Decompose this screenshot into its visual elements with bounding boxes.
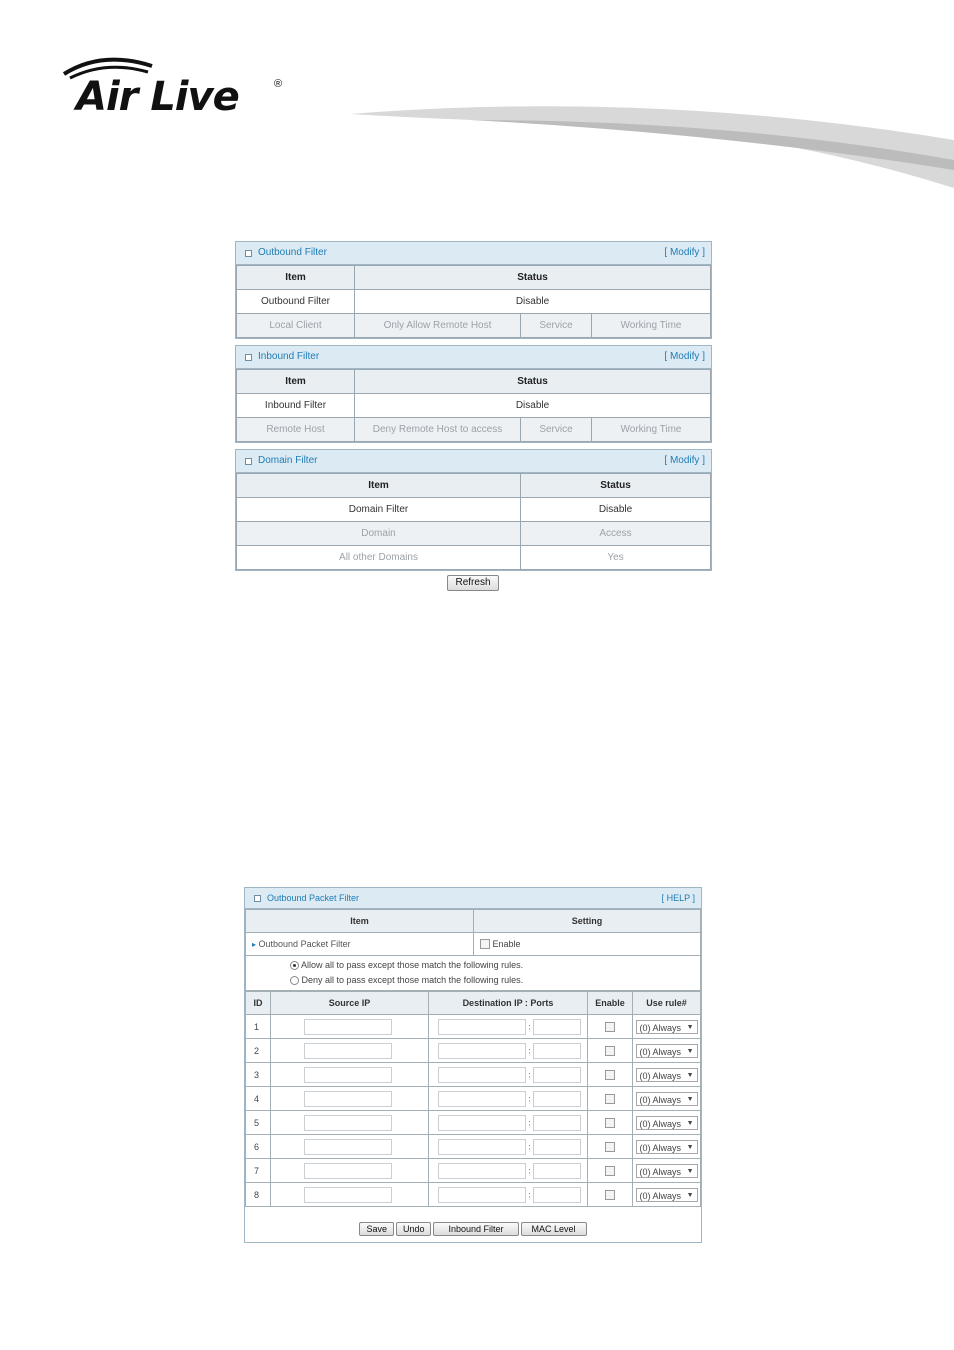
outbound-filter-panel bbox=[235, 241, 712, 339]
rule-row: 1 : (0) Always ▼ bbox=[246, 1015, 701, 1039]
rule-id: 8 bbox=[246, 1183, 271, 1207]
rule-row: 7 : (0) Always ▼ bbox=[246, 1159, 701, 1183]
use-rule-select[interactable] bbox=[636, 1140, 698, 1154]
rule-row: 2 : (0) Always ▼ bbox=[246, 1039, 701, 1063]
packet-filter-settings bbox=[245, 909, 701, 991]
use-rule-value: (0) Always bbox=[639, 1166, 682, 1177]
col-destination: Destination IP : Ports bbox=[429, 992, 588, 1015]
col-item: Item bbox=[237, 266, 355, 290]
use-rule-value: (0) Always bbox=[639, 1190, 682, 1201]
inbound-filter-header bbox=[236, 346, 711, 369]
sub-header: Working Time bbox=[592, 418, 711, 442]
source-ip-input[interactable] bbox=[304, 1019, 392, 1035]
access-cell: Yes bbox=[521, 546, 711, 570]
rule-row: 6 : (0) Always ▼ bbox=[246, 1135, 701, 1159]
dest-port-input[interactable] bbox=[533, 1019, 581, 1035]
panel-title: Outbound Filter bbox=[258, 247, 327, 258]
col-item: Item bbox=[237, 474, 521, 498]
item-cell: Domain Filter bbox=[237, 498, 521, 522]
logo-registered: ® bbox=[274, 78, 283, 90]
rule-enable-checkbox[interactable] bbox=[605, 1142, 615, 1152]
outbound-table bbox=[236, 265, 711, 338]
domain-modify-link[interactable]: [ Modify ] bbox=[664, 455, 705, 466]
col-use-rule: Use rule# bbox=[633, 992, 701, 1015]
packet-rules-table bbox=[245, 991, 701, 1207]
source-ip-input[interactable] bbox=[304, 1067, 392, 1083]
rule-enable-checkbox[interactable] bbox=[605, 1094, 615, 1104]
inbound-filter-button[interactable]: Inbound Filter bbox=[433, 1222, 518, 1236]
use-rule-value: (0) Always bbox=[639, 1118, 682, 1129]
outbound-modify-link[interactable]: [ Modify ] bbox=[664, 247, 705, 258]
dest-ip-input[interactable] bbox=[438, 1163, 526, 1179]
sub-header: Remote Host bbox=[237, 418, 355, 442]
outbound-packet-filter-panel bbox=[244, 887, 702, 1243]
domain-cell: All other Domains bbox=[237, 546, 521, 570]
domain-filter-panel bbox=[235, 449, 712, 571]
rule-row: 4 : (0) Always ▼ bbox=[246, 1087, 701, 1111]
dropdown-arrow-icon: ▼ bbox=[686, 1023, 694, 1031]
use-rule-select[interactable] bbox=[636, 1068, 698, 1082]
header-swoosh bbox=[350, 100, 954, 190]
col-status: Status bbox=[355, 266, 711, 290]
dropdown-arrow-icon: ▼ bbox=[686, 1071, 694, 1079]
dropdown-arrow-icon: ▼ bbox=[686, 1095, 694, 1103]
col-item: Item bbox=[246, 910, 474, 933]
enable-label: Enable bbox=[492, 938, 521, 949]
inbound-modify-link[interactable]: [ Modify ] bbox=[664, 351, 705, 362]
panel-title: Inbound Filter bbox=[258, 351, 320, 362]
use-rule-select[interactable] bbox=[636, 1116, 698, 1130]
sub-header: Deny Remote Host to access bbox=[355, 418, 521, 442]
dropdown-arrow-icon: ▼ bbox=[686, 1191, 694, 1199]
source-ip-input[interactable] bbox=[304, 1139, 392, 1155]
col-enable: Enable bbox=[588, 992, 633, 1015]
rule-id: 7 bbox=[246, 1159, 271, 1183]
packet-buttons bbox=[245, 1222, 701, 1236]
status-cell: Disable bbox=[355, 394, 711, 418]
use-rule-select[interactable] bbox=[636, 1164, 698, 1178]
rule-enable-checkbox[interactable] bbox=[605, 1070, 615, 1080]
source-ip-input[interactable] bbox=[304, 1163, 392, 1179]
packet-filter-item bbox=[246, 933, 474, 956]
rule-enable-checkbox[interactable] bbox=[605, 1166, 615, 1176]
status-cell: Disable bbox=[521, 498, 711, 522]
inbound-table bbox=[236, 369, 711, 442]
deny-radio[interactable] bbox=[290, 976, 299, 985]
rule-enable-checkbox[interactable] bbox=[605, 1046, 615, 1056]
source-ip-input[interactable] bbox=[304, 1115, 392, 1131]
use-rule-value: (0) Always bbox=[639, 1046, 682, 1057]
enable-setting bbox=[474, 933, 701, 956]
bullet-icon bbox=[245, 354, 252, 361]
rule-row: 8 : (0) Always ▼ bbox=[246, 1183, 701, 1207]
sub-header: Working Time bbox=[592, 314, 711, 338]
logo-text: Air Live bbox=[76, 74, 239, 120]
dest-port-input[interactable] bbox=[533, 1163, 581, 1179]
outbound-filter-header bbox=[236, 242, 711, 265]
sub-header: Only Allow Remote Host bbox=[355, 314, 521, 338]
dest-ip-input[interactable] bbox=[438, 1115, 526, 1131]
col-source-ip: Source IP bbox=[271, 992, 429, 1015]
panel-title: Domain Filter bbox=[258, 455, 318, 466]
allow-radio[interactable] bbox=[290, 961, 299, 970]
rule-enable-checkbox[interactable] bbox=[605, 1118, 615, 1128]
bullet-icon bbox=[245, 250, 252, 257]
domain-table bbox=[236, 473, 711, 570]
rule-id: 2 bbox=[246, 1039, 271, 1063]
dropdown-arrow-icon: ▼ bbox=[686, 1119, 694, 1127]
rule-id: 1 bbox=[246, 1015, 271, 1039]
rule-id: 3 bbox=[246, 1063, 271, 1087]
use-rule-select[interactable] bbox=[636, 1092, 698, 1106]
deny-label: Deny all to pass except those match the following rules. bbox=[301, 975, 524, 985]
source-ip-input[interactable] bbox=[304, 1091, 392, 1107]
use-rule-select[interactable] bbox=[636, 1188, 698, 1202]
item-label: Outbound Packet Filter bbox=[258, 939, 351, 949]
use-rule-value: (0) Always bbox=[639, 1094, 682, 1105]
panel-title: Outbound Packet Filter bbox=[267, 893, 360, 903]
use-rule-value: (0) Always bbox=[639, 1022, 682, 1033]
rule-row: 5 : (0) Always ▼ bbox=[246, 1111, 701, 1135]
rule-id: 4 bbox=[246, 1087, 271, 1111]
sub-header: Service bbox=[521, 314, 592, 338]
sub-header: Local Client bbox=[237, 314, 355, 338]
rule-id: 5 bbox=[246, 1111, 271, 1135]
rule-enable-checkbox[interactable] bbox=[605, 1022, 615, 1032]
status-cell: Disable bbox=[355, 290, 711, 314]
dest-ip-input[interactable] bbox=[438, 1043, 526, 1059]
dest-ip-input[interactable] bbox=[438, 1067, 526, 1083]
dest-port-input[interactable] bbox=[533, 1187, 581, 1203]
arrow-right-icon: ▸ bbox=[252, 940, 257, 949]
inbound-filter-panel bbox=[235, 345, 712, 443]
rule-enable-checkbox[interactable] bbox=[605, 1190, 615, 1200]
sub-header: Domain bbox=[237, 522, 521, 546]
domain-filter-header bbox=[236, 450, 711, 473]
mac-level-button[interactable]: MAC Level bbox=[521, 1222, 587, 1236]
bullet-icon bbox=[245, 458, 252, 465]
source-ip-input[interactable] bbox=[304, 1043, 392, 1059]
rule-mode bbox=[246, 956, 701, 991]
col-setting: Setting bbox=[474, 910, 701, 933]
sub-header: Access bbox=[521, 522, 711, 546]
sub-header: Service bbox=[521, 418, 592, 442]
dest-port-input[interactable] bbox=[533, 1091, 581, 1107]
undo-button[interactable]: Undo bbox=[396, 1222, 432, 1236]
use-rule-select[interactable] bbox=[636, 1044, 698, 1058]
rule-row: 3 : (0) Always ▼ bbox=[246, 1063, 701, 1087]
use-rule-value: (0) Always bbox=[639, 1142, 682, 1153]
dest-port-input[interactable] bbox=[533, 1139, 581, 1155]
dropdown-arrow-icon: ▼ bbox=[686, 1143, 694, 1151]
dest-ip-input[interactable] bbox=[438, 1019, 526, 1035]
use-rule-select[interactable] bbox=[636, 1020, 698, 1034]
enable-checkbox[interactable] bbox=[480, 939, 490, 949]
dest-ip-input[interactable] bbox=[438, 1139, 526, 1155]
help-link[interactable]: [ HELP ] bbox=[661, 893, 695, 903]
save-button[interactable]: Save bbox=[359, 1222, 394, 1236]
rule-id: 6 bbox=[246, 1135, 271, 1159]
bullet-icon bbox=[254, 895, 261, 902]
dest-ip-input[interactable] bbox=[438, 1187, 526, 1203]
item-cell: Outbound Filter bbox=[237, 290, 355, 314]
allow-label: Allow all to pass except those match the following rules. bbox=[301, 960, 524, 970]
col-item: Item bbox=[237, 370, 355, 394]
dest-ip-input[interactable] bbox=[438, 1091, 526, 1107]
item-cell: Inbound Filter bbox=[237, 394, 355, 418]
col-status: Status bbox=[355, 370, 711, 394]
col-id: ID bbox=[246, 992, 271, 1015]
dest-port-input[interactable] bbox=[533, 1067, 581, 1083]
dropdown-arrow-icon: ▼ bbox=[686, 1047, 694, 1055]
col-status: Status bbox=[521, 474, 711, 498]
dropdown-arrow-icon: ▼ bbox=[686, 1167, 694, 1175]
source-ip-input[interactable] bbox=[304, 1187, 392, 1203]
use-rule-value: (0) Always bbox=[639, 1070, 682, 1081]
refresh-button[interactable]: Refresh bbox=[447, 575, 499, 591]
airlive-logo bbox=[62, 56, 292, 122]
packet-filter-header bbox=[245, 888, 701, 909]
dest-port-input[interactable] bbox=[533, 1115, 581, 1131]
dest-port-input[interactable] bbox=[533, 1043, 581, 1059]
